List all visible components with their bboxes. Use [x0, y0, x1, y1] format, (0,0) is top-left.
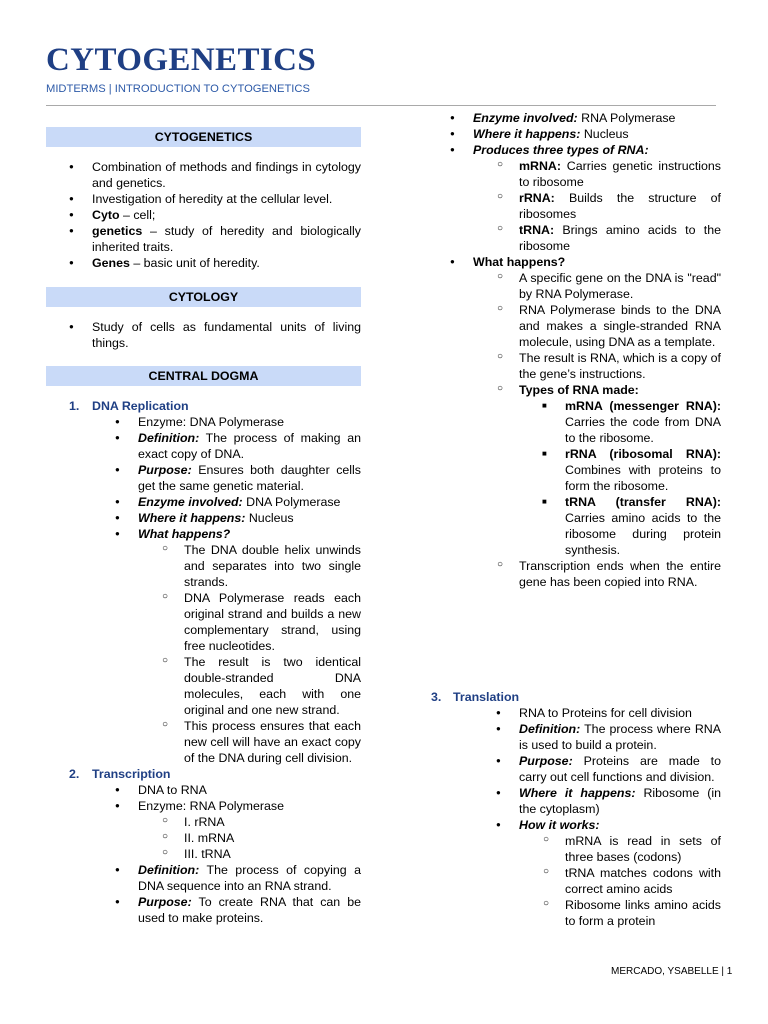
list-item: ● Cyto – cell;: [46, 207, 361, 223]
rna-types-made: [519, 398, 721, 558]
list-item: ● What happens? ○ The DNA double helix unwinds and separates into two single strands. ○ DNA Polymerase reads each original strand and builds a new complementary strand, using free nucleotides. ○ The result is two identical double-stranded DNA molecules, each with one original and one new strand. ○ This process ensures that each new cell will have an exact copy of the DNA during cell division.: [92, 526, 361, 766]
list-item: ● Enzyme: RNA Polymerase ○ I. rRNA ○ II. mRNA ○ III. tRNA: [92, 798, 361, 862]
list-item: ■ mRNA (messenger RNA): Carries the code from DNA to the ribosome.: [519, 398, 721, 446]
list-item: ● RNA to Proteins for cell division: [473, 705, 721, 721]
list-item: ○ Transcription ends when the entire gene has been copied into RNA.: [473, 558, 721, 590]
list-item: ○ tRNA matches codons with correct amino acids: [519, 865, 721, 897]
page-subtitle: MIDTERMS | INTRODUCTION TO CYTOGENETICS: [46, 83, 310, 95]
list-item: ○ II. mRNA: [138, 830, 361, 846]
list-item: ○ This process ensures that each new cell will have an exact copy of the DNA during cell division.: [138, 718, 361, 766]
translation-list: [427, 689, 721, 929]
list-item: ■ rRNA (ribosomal RNA): Combines with proteins to form the ribosome.: [519, 446, 721, 494]
list-item: ● DNA to RNA: [92, 782, 361, 798]
list-number: 2.: [69, 767, 80, 781]
list-item: ● Purpose: Ensures both daughter cells get the same genetic material.: [92, 462, 361, 494]
rna-types-produced: [473, 158, 721, 254]
list-item: ○ RNA Polymerase binds to the DNA and makes a single-stranded RNA molecule, using DNA as a template.: [473, 302, 721, 350]
list-item: ○ Ribosome links amino acids to form a protein: [519, 897, 721, 929]
list-item: ○ mRNA is read in sets of three bases (codons): [519, 833, 721, 865]
page-footer: MERCADO, YSABELLE | 1: [611, 966, 733, 977]
list-item: ○ rRNA: Builds the structure of ribosomes: [473, 190, 721, 222]
list-item: ● Definition: The process where RNA is used to build a protein.: [473, 721, 721, 753]
list-item: ● Definition: The process of copying a DNA sequence into an RNA strand.: [92, 862, 361, 894]
list-item: ● Definition: The process of making an exact copy of DNA.: [92, 430, 361, 462]
replication-steps: [138, 542, 361, 766]
page-title: CYTOGENETICS: [46, 42, 317, 78]
list-item: ● What happens? ○ A specific gene on the DNA is "read" by RNA Polymerase. ○ RNA Polymerase binds to the DNA and makes a single-stranded RNA molecule, using DNA as a template. ○ The result is RNA, which is a copy of the gene’s instructions. ○ Types of RNA made: ■ mRNA (messenger RNA): Carries the code from DNA to the ribosome. ■ rRNA (ribosomal RNA): Combines with proteins to form the ribosome. ■ tRNA (transfer RNA): Carries amino acids to the ribosome during protein synthesis. ○ Transcription ends when the entire gene has been copied into RNA.: [427, 254, 721, 590]
list-item: ● Where it happens: Nucleus: [92, 510, 361, 526]
transcription-details: [92, 782, 361, 926]
cytology-list: [46, 319, 361, 351]
list-item: ○ The result is RNA, which is a copy of the gene’s instructions.: [473, 350, 721, 382]
list-item: ● genetics – study of heredity and biologically inherited traits.: [46, 223, 361, 255]
list-item: ○ mRNA: Carries genetic instructions to ribosome: [473, 158, 721, 190]
list-item: ○ Types of RNA made: ■ mRNA (messenger RNA): Carries the code from DNA to the ribosome. ■ rRNA (ribosomal RNA): Combines with proteins to form the ribosome. ■ tRNA (transfer RNA): Carries amino acids to the ribosome during protein synthesis.: [473, 382, 721, 558]
dna-replication-title: DNA Replication: [92, 399, 189, 413]
replication-details: [92, 414, 361, 766]
list-item: ● Enzyme: DNA Polymerase: [92, 414, 361, 430]
list-number: 3.: [431, 690, 442, 704]
list-item: ■ tRNA (transfer RNA): Carries amino acids to the ribosome during protein synthesis.: [519, 494, 721, 558]
transcription-item: [46, 766, 361, 926]
section-heading-cytogenetics: CYTOGENETICS: [46, 127, 361, 147]
cytogenetics-list: [46, 159, 361, 271]
section-heading-central-dogma: CENTRAL DOGMA: [46, 366, 361, 386]
translation-item: [427, 689, 721, 929]
list-item: ○ I. rRNA: [138, 814, 361, 830]
list-item: ● Enzyme involved: RNA Polymerase: [427, 110, 721, 126]
list-item: ○ A specific gene on the DNA is "read" by RNA Polymerase.: [473, 270, 721, 302]
header-divider: [46, 105, 716, 106]
transcription-title: Transcription: [92, 767, 171, 781]
list-item: ○ The DNA double helix unwinds and separates into two single strands.: [138, 542, 361, 590]
list-item: ● How it works: ○ mRNA is read in sets of three bases (codons) ○ tRNA matches codons with correct amino acids ○ Ribosome links amino acids to form a protein: [473, 817, 721, 929]
list-item: ○ The result is two identical double-stranded DNA molecules, each with one original and one new strand.: [138, 654, 361, 718]
list-item: ● Combination of methods and findings in cytology and genetics.: [46, 159, 361, 191]
list-item: ● Purpose: Proteins are made to carry out cell functions and division.: [473, 753, 721, 785]
list-item: ○ DNA Polymerase reads each original strand and builds a new complementary strand, using free nucleotides.: [138, 590, 361, 654]
translation-steps: [519, 833, 721, 929]
translation-title: Translation: [453, 690, 520, 704]
list-item: ● Genes – basic unit of heredity.: [46, 255, 361, 271]
rna-type-list: [138, 814, 361, 862]
dna-replication-item: [46, 398, 361, 766]
list-item: ○ tRNA: Brings amino acids to the ribosome: [473, 222, 721, 254]
list-item: ● Investigation of heredity at the cellular level.: [46, 191, 361, 207]
section-heading-cytology: CYTOLOGY: [46, 287, 361, 307]
list-item: ● Where it happens: Ribosome (in the cytoplasm): [473, 785, 721, 817]
transcription-steps: [473, 270, 721, 590]
list-item: ○ III. tRNA: [138, 846, 361, 862]
transcription-continued: [427, 110, 721, 590]
list-item: ● Enzyme involved: DNA Polymerase: [92, 494, 361, 510]
translation-details: [473, 705, 721, 929]
list-item: ● Purpose: To create RNA that can be used to make proteins.: [92, 894, 361, 926]
list-item: ● Where it happens: Nucleus: [427, 126, 721, 142]
list-item: ● Study of cells as fundamental units of living things.: [46, 319, 361, 351]
list-item: ● Produces three types of RNA: ○ mRNA: Carries genetic instructions to ribosome ○ rRNA: Builds the structure of ribosomes ○ tRNA: Brings amino acids to the ribosome: [427, 142, 721, 254]
list-number: 1.: [69, 399, 80, 413]
central-dogma-list: [46, 398, 361, 926]
